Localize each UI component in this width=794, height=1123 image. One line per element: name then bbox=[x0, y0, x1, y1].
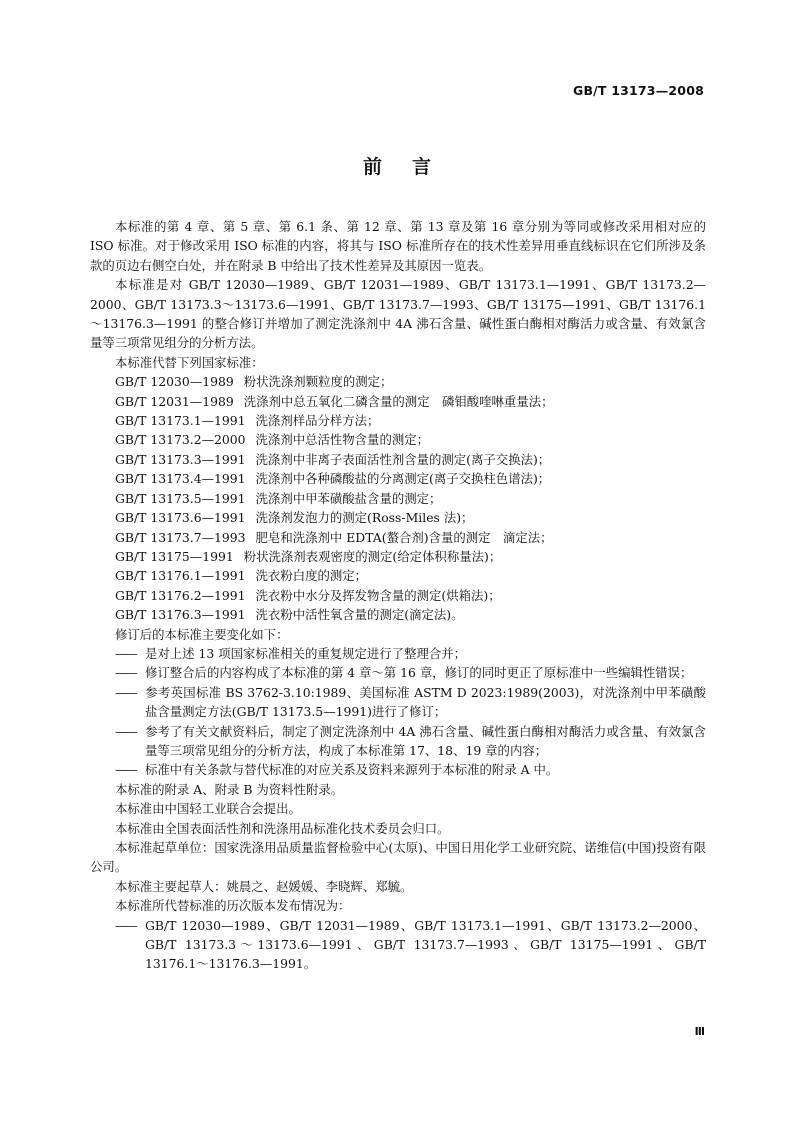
intro-paragraph-scope: 本标准的第 4 章、第 5 章、第 6.1 条、第 12 章、第 13 章及第 16 章分别为等同或修改采用相对应的 ISO 标准。对于修改采用 ISO 标准的内容，将其与 ISO 标准所存在的技术性差异用垂直线标识在它们所涉及条款的页边右侧空白处，并在附录 B 中给出了技术性差异及其原因一览表。 bbox=[90, 219, 706, 273]
changes-list bbox=[90, 644, 706, 780]
standard-name: 洗涤剂中总五氧化二磷含量的测定 磷钼酸喹啉重量法； bbox=[243, 393, 554, 409]
standard-name: 洗涤剂中甲苯磺酸盐含量的测定； bbox=[255, 490, 442, 506]
intro-paragraph-consolidation: 本标准是对 GB/T 12030—1989、GB/T 12031—1989、GB/T 13173.1—1991、GB/T 13173.2—2000、GB/T 13173.3～13173.6—1991、GB/T 13173.7—1993、GB/T 13175—1991、GB/T 13176.1～13176.3—1991 的整合修订并增加了测定洗涤剂中 4A 沸石含量、碱性蛋白酶相对酶活力或含量、有效氯含量等三项常见组分的分析方法。 bbox=[90, 277, 706, 351]
change-text: 修订整合后的内容构成了本标准的第 4 章～第 16 章，修订的同时更正了原标准中一些编辑性错误； bbox=[145, 665, 693, 681]
changes-intro: 修订后的本标准主要变化如下： bbox=[115, 626, 289, 642]
intro-paragraph-replaces: 本标准代替下列国家标准： bbox=[115, 354, 264, 370]
standard-number: GB/T 13176.2—1991 bbox=[115, 587, 246, 603]
list-item bbox=[90, 547, 706, 566]
standard-name: 粉状洗涤剂表观密度的测定(给定体积称量法)； bbox=[243, 548, 502, 564]
list-item bbox=[90, 528, 706, 547]
standard-number: GB/T 13173.6—1991 bbox=[115, 510, 246, 526]
standard-name: 洗涤剂中各种磷酸盐的分离测定(离子交换柱色谱法)； bbox=[255, 471, 551, 487]
list-item bbox=[90, 392, 706, 411]
page-title: 前言 bbox=[362, 156, 461, 178]
standard-number: GB/T 12031—1989 bbox=[115, 393, 234, 409]
list-item bbox=[90, 566, 706, 585]
standard-number: GB/T 13173.3—1991 bbox=[115, 451, 246, 467]
standard-number: GB/T 13173.7—1993 bbox=[115, 529, 246, 545]
history-text: GB/T 12030—1989、GB/T 12031—1989、GB/T 13173.1—1991、GB/T 13173.2—2000、GB/T 13173.3～13173.6—1991、GB/T 13173.7—1993、GB/T 13175—1991、GB/T 13176.1～13176.3—1991。 bbox=[145, 917, 706, 972]
history-item bbox=[90, 916, 706, 974]
standard-name: 洗涤剂中总活性物含量的测定； bbox=[255, 432, 430, 448]
standard-number: GB/T 13175—1991 bbox=[115, 548, 234, 564]
dash-marker: —— bbox=[115, 684, 136, 700]
standard-number: GB/T 13173.5—1991 bbox=[115, 490, 246, 506]
list-item bbox=[90, 489, 706, 508]
list-item bbox=[90, 430, 706, 449]
replaced-standards-list bbox=[90, 372, 706, 624]
standard-name: 洗涤剂样品分样方法； bbox=[255, 413, 380, 429]
standard-number: GB/T 12030—1989 bbox=[115, 374, 234, 390]
list-item bbox=[90, 469, 706, 488]
standard-code-header: GB/T 13173—2008 bbox=[572, 83, 704, 98]
drafters: 本标准主要起草人：姚晨之、赵媛媛、李晓辉、郑毓。 bbox=[115, 878, 413, 894]
list-item bbox=[90, 760, 706, 779]
list-item bbox=[90, 450, 706, 469]
history-intro: 本标准所代替标准的历次版本发布情况为： bbox=[115, 898, 351, 914]
change-text: 参考英国标准 BS 3762-3.10:1989、美国标准 ASTM D 2023:1989(2003)，对洗涤剂中甲苯磺酸盐含量测定方法(GB/T 13173.5—1991)进行了修订； bbox=[145, 684, 706, 720]
standard-name: 洗涤剂发泡力的测定(Ross-Miles 法)； bbox=[255, 510, 474, 526]
list-item bbox=[90, 722, 706, 761]
dash-marker: —— bbox=[115, 762, 136, 778]
annex-note: 本标准的附录 A、附录 B 为资料性附录。 bbox=[115, 781, 344, 797]
standard-number: GB/T 13173.1—1991 bbox=[115, 413, 246, 429]
standard-number: GB/T 13176.3—1991 bbox=[115, 607, 246, 623]
standard-number: GB/T 13173.2—2000 bbox=[115, 432, 246, 448]
list-item bbox=[90, 683, 706, 722]
standard-name: 肥皂和洗涤剂中 EDTA(螯合剂)含量的测定 滴定法； bbox=[255, 529, 553, 545]
standard-number: GB/T 13176.1—1991 bbox=[115, 568, 246, 584]
drafting-units: 本标准起草单位：国家洗涤用品质量监督检验中心(太原)、中国日用化学工业研究院、诺维信(中国)投资有限公司。 bbox=[90, 840, 706, 875]
dash-marker: —— bbox=[115, 723, 136, 739]
change-text: 参考了有关文献资料后，制定了测定洗涤剂中 4A 沸石含量、碱性蛋白酶相对酶活力或含量、有效氯含量等三项常见组分的分析方法，构成了本标准第 17、18、19 章的内容； bbox=[145, 723, 706, 758]
proposer-note: 本标准由中国轻工业联合会提出。 bbox=[115, 801, 301, 817]
change-text: 是对上述 13 项国家标准相关的重复规定进行了整理合并； bbox=[145, 645, 467, 661]
list-item bbox=[90, 663, 706, 682]
standard-name: 粉状洗涤剂颗粒度的测定； bbox=[243, 374, 393, 390]
list-item bbox=[90, 411, 706, 430]
standard-name: 洗衣粉中水分及挥发物含量的测定(烘箱法)； bbox=[255, 587, 501, 603]
committee-note: 本标准由全国表面活性剂和洗涤用品标准化技术委员会归口。 bbox=[115, 820, 450, 836]
standard-number: GB/T 13173.4—1991 bbox=[115, 471, 246, 487]
change-text: 标准中有关条款与替代标准的对应关系及资料来源列于本标准的附录 A 中。 bbox=[145, 762, 559, 778]
foreword-body bbox=[90, 217, 706, 974]
dash-marker: —— bbox=[115, 917, 136, 933]
list-item bbox=[90, 372, 706, 391]
dash-marker: —— bbox=[115, 665, 136, 681]
standard-name: 洗涤剂中非离子表面活性剂含量的测定(离子交换法)； bbox=[255, 451, 551, 467]
list-item bbox=[90, 508, 706, 527]
standard-name: 洗衣粉中活性氧含量的测定(滴定法)。 bbox=[255, 607, 464, 623]
list-item bbox=[90, 586, 706, 605]
dash-marker: —— bbox=[115, 645, 136, 661]
list-item bbox=[90, 605, 706, 624]
standard-name: 洗衣粉白度的测定； bbox=[255, 568, 368, 584]
page-number: Ⅲ bbox=[694, 1025, 704, 1038]
list-item bbox=[90, 644, 706, 663]
